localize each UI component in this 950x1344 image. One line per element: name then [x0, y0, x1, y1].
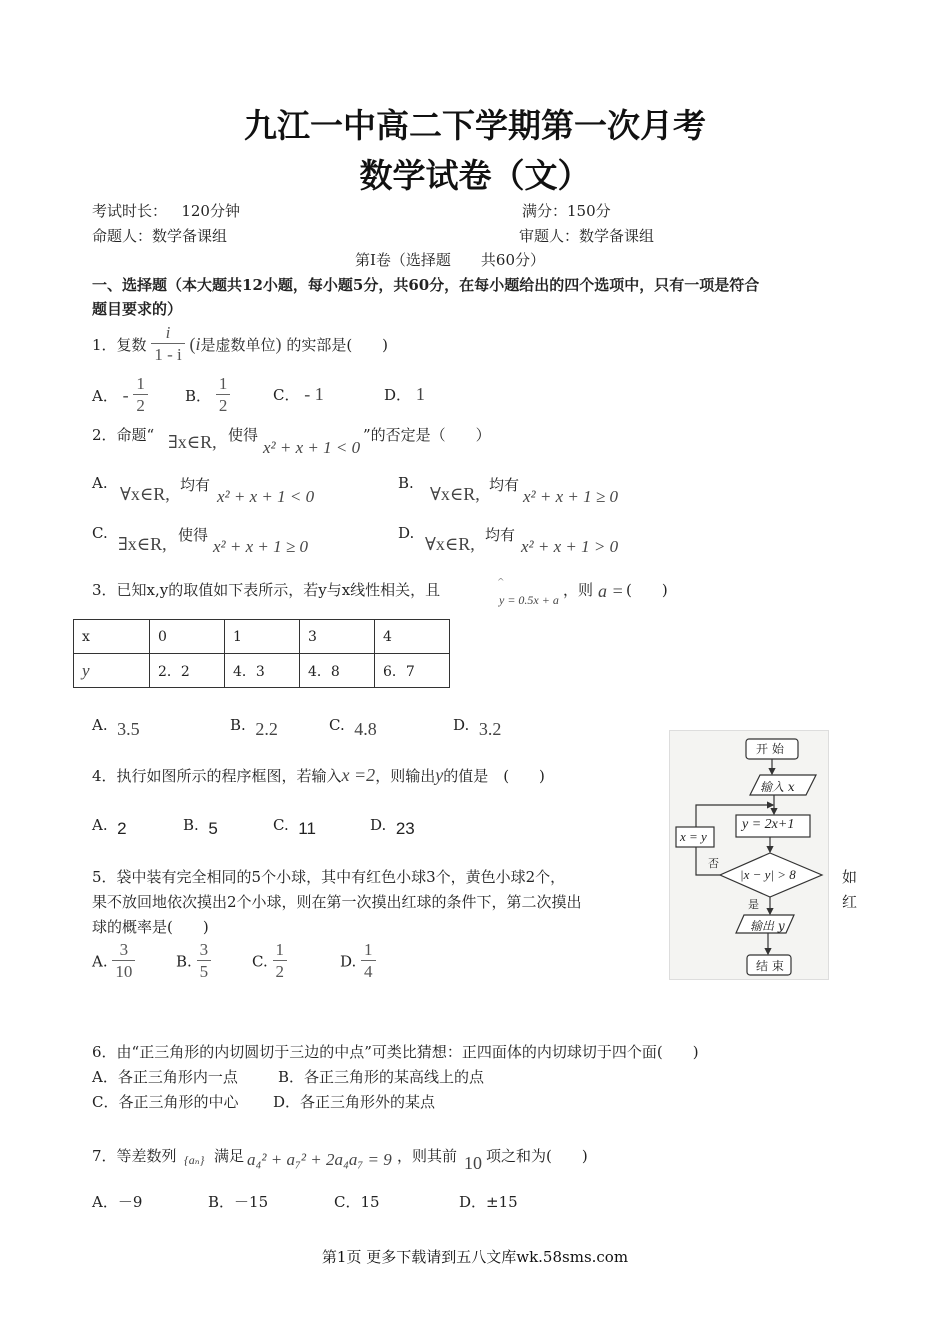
q5-option-d: D. $\frac{1}{4}$: [340, 940, 376, 983]
q2-option-b-quantifier: ∀x∈R,: [430, 484, 480, 504]
q3-table: [73, 619, 450, 688]
author: 命题人：数学备课组: [92, 227, 228, 245]
q1-option-d: D． 1: [384, 384, 425, 404]
q2-quantifier: ∃x∈R,: [168, 432, 217, 452]
q7-sequence: {aₙ}: [184, 1153, 205, 1167]
q3-option-d: D. 3.2: [453, 716, 502, 739]
page-subtitle: 数学试卷（文）: [359, 156, 591, 195]
q3-hat: ^: [497, 578, 505, 588]
flow-input-label: 输入 x: [760, 780, 795, 794]
q2-option-b-label: B.: [398, 474, 414, 492]
question-2: 2．命题“: [92, 426, 155, 444]
q3-option-b: B. 2.2: [230, 716, 278, 739]
q2-option-d-word: 均有: [485, 526, 516, 544]
q3-formula: y = 0.5x + a: [499, 593, 559, 607]
q2-option-a-label: A.: [92, 474, 108, 492]
q2-option-c-expr: x² + x + 1 ≥ 0: [213, 537, 308, 556]
q7-option-b: B．－15: [208, 1193, 269, 1211]
question-6: 6．由“正三角形的内切圆切于三边的中点”可类比猜想：正四面体的内切球切于四个面( ): [92, 1043, 699, 1061]
q7-mid1: 满足: [214, 1147, 245, 1165]
flow-yes-label: 是: [748, 898, 759, 911]
reviewer: 审题人：数学备课组: [519, 227, 655, 245]
page-footer: 第1页 更多下载请到五八文库wk.58sms.com: [321, 1248, 629, 1266]
q7-condition: a₄² + a₇² + 2a₄a₇ = 9: [247, 1150, 392, 1169]
q5-option-b: B. $\frac{3}{5}$: [176, 940, 211, 983]
page-title: 九江一中高二下学期第一次月考: [244, 106, 706, 145]
flow-assign-label: y = 2x+1: [742, 817, 795, 832]
q2-option-c-word: 使得: [178, 526, 209, 544]
q6-option-c: C．各正三角形的中心: [92, 1093, 239, 1111]
section-heading: 一、选择题（本大题共12小题，每小题5分，共60分，在每小题给出的四个选项中，只有一项是符合: [92, 276, 760, 294]
question-7-prefix: 7．等差数列: [92, 1147, 177, 1165]
q4-option-b: B. 5: [183, 816, 218, 838]
q4-option-a: A. 2: [92, 816, 127, 838]
q4-option-c: C. 11: [273, 816, 316, 838]
q6-option-b: B．各正三角形的某高线上的点: [278, 1068, 485, 1086]
q2-suffix: ”的否定是（ ）: [363, 426, 491, 444]
q7-option-d: D．±15: [459, 1193, 518, 1211]
q6-option-d: D．各正三角形外的某点: [273, 1093, 436, 1111]
question-4: 4．执行如图所示的程序框图，若输入x =2，则输出y的值是 ( ): [92, 765, 545, 785]
question-5-line1-end: 如: [842, 868, 858, 886]
q2-option-b-word: 均有: [489, 476, 520, 494]
full-marks: 满分：150分: [522, 202, 611, 220]
question-1: 1．复数 $\frac{i}{1 - i}$ (i是虚数单位) 的实部是( ): [92, 323, 389, 364]
q5-option-c: C. $\frac{1}{2}$: [252, 940, 287, 983]
flow-start-label: 开 始: [756, 742, 784, 756]
q6-option-a: A．各正三角形内一点: [92, 1068, 238, 1086]
q7-n: 10: [464, 1153, 482, 1173]
question-5-line2-end: 红: [842, 893, 858, 911]
q1-fraction: $\frac{i}{1 - i}$: [151, 323, 184, 366]
flowchart: [669, 730, 829, 980]
q7-option-c: C．15: [334, 1193, 380, 1211]
q3-mid: ，则: [563, 581, 594, 599]
flow-output-label: 输出 y: [750, 919, 785, 933]
q2-option-c-label: C.: [92, 524, 108, 542]
q3-option-c: C. 4.8: [329, 716, 377, 739]
q3-suffix: ( ): [626, 581, 668, 599]
q2-expression: x² + x + 1 < 0: [263, 438, 361, 457]
exam-duration: 考试时长： 120分钟: [92, 202, 240, 220]
question-5-line1: 5．袋中装有完全相同的5个小球，其中有红色小球3个，黄色小球2个，: [92, 868, 566, 886]
q5-option-a: A. $\frac{3}{10}$: [92, 940, 135, 983]
q7-suffix: 项之和为( ): [486, 1147, 588, 1165]
q2-option-a-word: 均有: [180, 476, 211, 494]
q2-option-c-quantifier: ∃x∈R,: [118, 534, 167, 554]
q2-option-a-quantifier: ∀x∈R,: [120, 484, 170, 504]
q1-option-a: A． - $\frac{1}{2}$: [92, 374, 148, 417]
question-5-line3: 球的概率是( ): [92, 918, 209, 936]
q2-option-a-expr: x² + x + 1 < 0: [217, 487, 315, 506]
flow-end-label: 结 束: [756, 959, 784, 973]
q2-option-d-label: D.: [398, 524, 415, 542]
table-row: x 0 1 3 4: [74, 620, 450, 654]
flow-loop-label: x = y: [680, 829, 707, 844]
q2-shide: 使得: [228, 426, 259, 444]
flow-decision-label: |x − y| > 8: [740, 867, 796, 882]
question-5-line2: 果不放回地依次摸出2个小球，则在第一次摸出红球的条件下，第二次摸出: [92, 893, 582, 911]
q3-a: a =: [598, 581, 624, 601]
table-row: y 2．2 4．3 4．8 6．7: [74, 654, 450, 688]
flow-no-label: 否: [708, 857, 719, 870]
q7-option-a: A．－9: [92, 1193, 143, 1211]
section-heading-cont: 题目要求的）: [92, 300, 183, 318]
q3-option-a: A. 3.5: [92, 716, 140, 739]
q2-option-b-expr: x² + x + 1 ≥ 0: [523, 487, 618, 506]
q2-option-d-expr: x² + x + 1 > 0: [521, 537, 619, 556]
q2-option-d-quantifier: ∀x∈R,: [425, 534, 475, 554]
q1-option-c: C． - 1: [273, 384, 324, 404]
q4-option-d: D. 23: [370, 816, 415, 838]
q7-mid2: ，则其前: [397, 1147, 458, 1165]
flowchart-graphic: [670, 731, 828, 979]
volume-heading: 第Ⅰ卷（选择题 共60分）: [355, 251, 546, 269]
question-3: 3．已知x,y的取值如下表所示，若y与x线性相关，且: [92, 581, 441, 599]
q1-option-b: B． $\frac{1}{2}$: [185, 374, 230, 417]
